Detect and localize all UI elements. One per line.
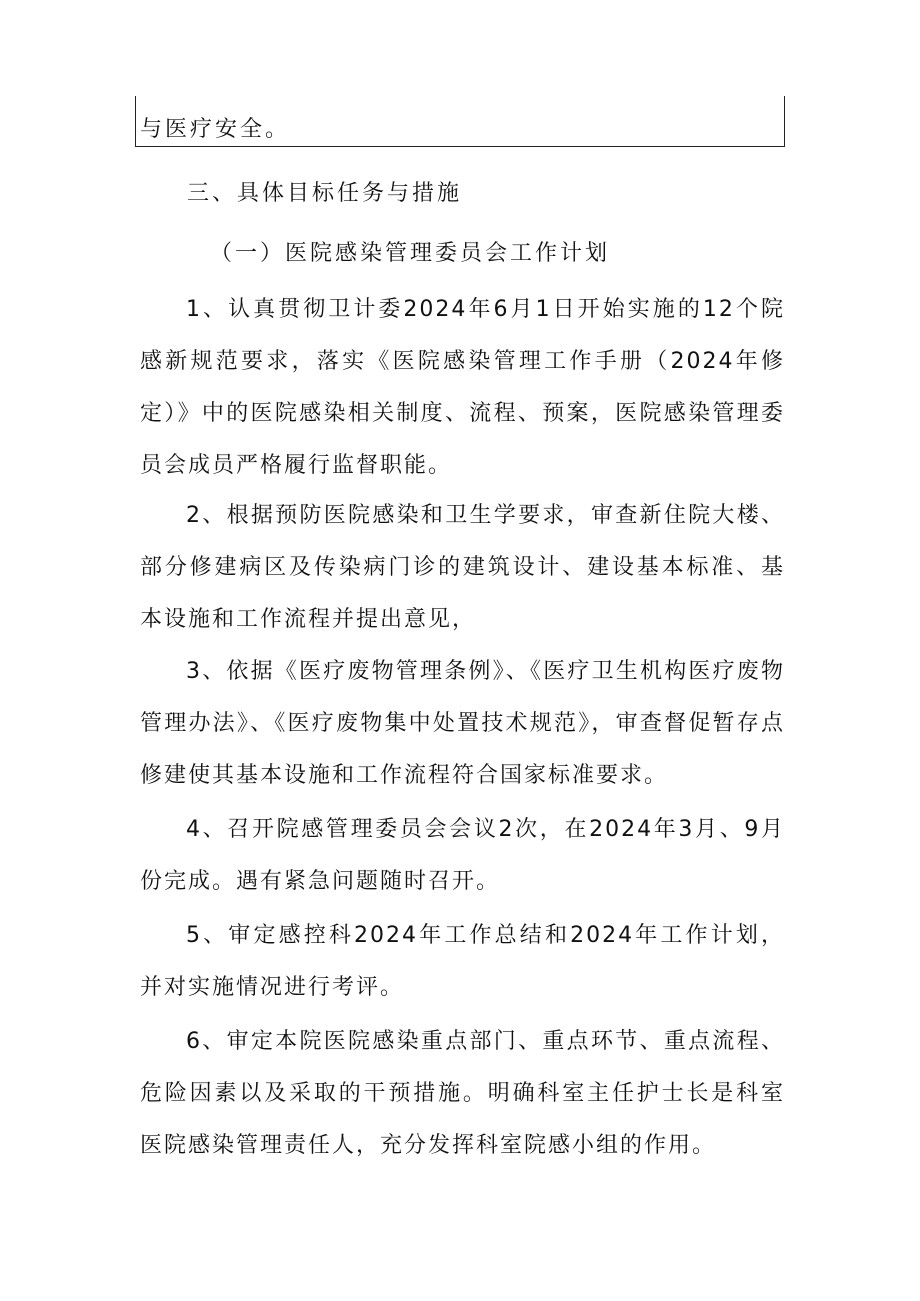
paragraph-item-3: 3、依据《医疗废物管理条例》、《医疗卫生机构医疗废物管理办法》、《医疗废物集中处置技术规范》，审查督促暂存点修建使其基本设施和工作流程符合国家标准要求。 [140,659,785,788]
paragraph-item-6: 6、审定本院医院感染重点部门、重点环节、重点流程、危险因素以及采取的干预措施。明确科室主任护士长是科室医院感染管理责任人，充分发挥科室院感小组的作用。 [140,1029,785,1158]
top-table-cell [135,96,785,147]
cell-text: 与医疗安全。 [140,117,291,142]
section-heading: 三、具体目标任务与措施 [187,181,463,206]
paragraph-item-4: 4、召开院感管理委员会会议2次，在2024年3月、9月份完成。遇有紧急问题随时召开。 [140,817,785,894]
paragraph-item-5: 5、审定感控科2024年工作总结和2024年工作计划，并对实施情况进行考评。 [140,923,785,1000]
subsection-heading: （一）医院感染管理委员会工作计划 [210,241,611,266]
paragraph-item-2: 2、根据预防医院感染和卫生学要求，审查新住院大楼、部分修建病区及传染病门诊的建筑设计、建设基本标准、基本设施和工作流程并提出意见， [140,503,785,632]
paragraph-item-1: 1、认真贯彻卫计委2024年6月1日开始实施的12个院感新规范要求，落实《医院感染管理工作手册（2024年修定）》中的医院感染相关制度、流程、预案，医院感染管理委员会成员严格履行监督职能。 [140,297,785,478]
